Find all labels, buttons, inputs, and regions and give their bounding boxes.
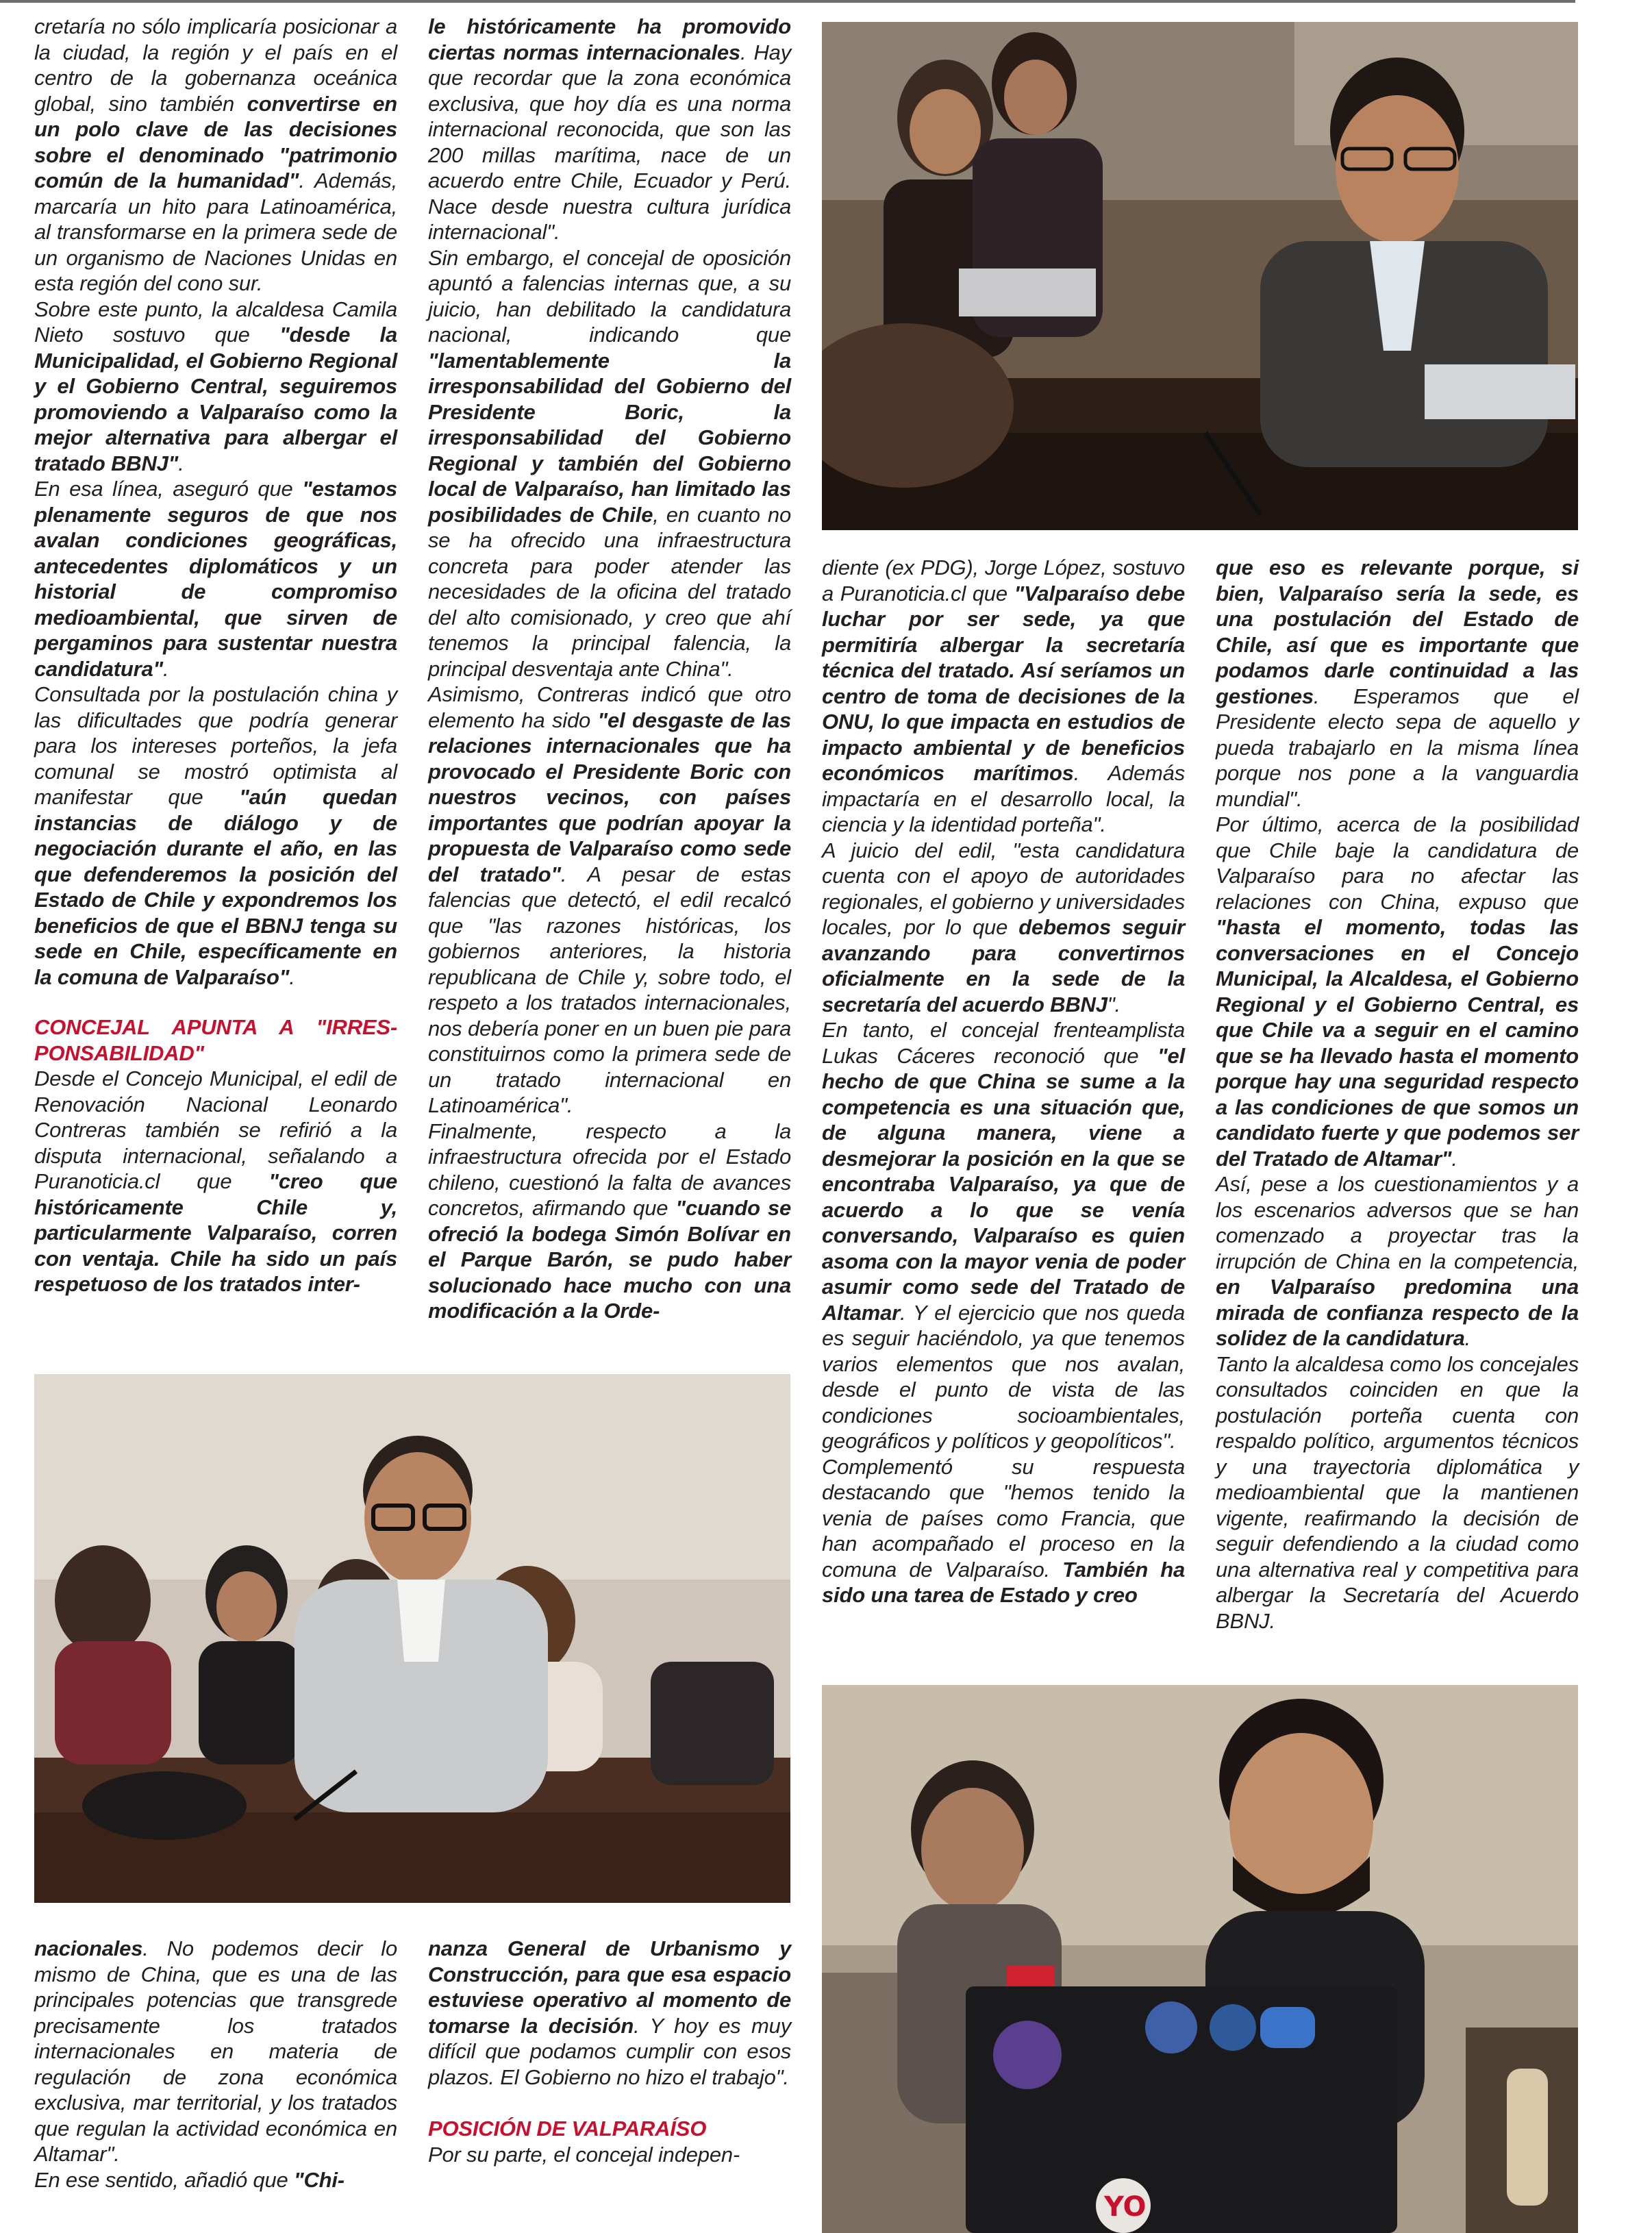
paragraph: Asimismo, Contreras indicó que otro elemento ha sido "el desgaste de las relaciones internacionales que ha provocado el Presidente Boric con nuestros vecinos, con países importantes que podrían apoyar la propuesta de Valparaíso como sede del tratado". A pesar de estas falencias que detectó, el edil recalcó que "las razones históricas, los gobiernos anteriores, la historia republicana de Chile y, sobre todo, el respeto a los tratados internacionales, nos debería poner en un buen pie para constituirnos como la primera sede de un tratado internacional en Latinoamérica". <box>428 682 792 1117</box>
paragraph: Sin embargo, el concejal de oposición apuntó a falencias internas que, a su juicio, han debilitado la candidatura nacional, indicando que "lamentablemente la irresponsabilidad del Gobierno del Presidente Boric, la irresponsabilidad del Gobierno Regional y también del Gobierno local de Valparaíso, han limitado las posibilidades de Chile, en cuanto no se ha ofrecido una infraestructura concreta para poder atender las necesidades de la oficina del tratado del alto comisionado, y creo que ahí tenemos la principal falencia, la principal desventaja ante China". <box>428 245 791 681</box>
laptop-sticker-text: YO <box>1104 2191 1147 2223</box>
section-heading-posicion: POSICIÓN DE VALPARAÍSO <box>428 2117 707 2141</box>
paragraph: Sobre este punto, la alcaldesa Camila Nieto sostuvo que "desde la Municipalidad, el Gobierno Regional y el Gobierno Central, seguiremos promoviendo a Valparaíso como la mejor alternativa para albergar el tratado BBNJ". <box>34 297 397 475</box>
paragraph: Por su parte, el concejal indepen- <box>428 2142 740 2167</box>
paragraph: que eso es relevante porque, si bien, Valparaíso sería la sede, es una postulación del Estado de Chile, así que es importante que podamos darle continuidad a las gestiones. Esperamos que el Presidente electo sepa de aquello y pueda trabajarlo en la misma línea porque nos pone a la vanguardia mundial". <box>1216 556 1579 811</box>
paragraph: A juicio del edil, "esta candidatura cuenta con el apoyo de autoridades regionales, el gobierno y universidades locales, por lo que debemos seguir avanzando para convertirnos oficialmente en la sede de la secretaría del acuerdo BBNJ". <box>822 838 1186 1016</box>
column-2-text <box>428 14 791 1324</box>
photo-illustration <box>822 1685 1578 2233</box>
top-rule <box>0 0 1575 3</box>
paragraph: En ese sentido, añadió que "Chi- <box>34 2167 345 2192</box>
column-3-text <box>822 555 1185 1608</box>
paragraph: Así, pese a los cuestionamientos y a los escenarios adversos que se han comenzado a proyectar tras la irrupción de China en la competencia, en Valparaíso predomina una mirada de confianza respecto de la solidez de la candidatura. <box>1216 1172 1579 1350</box>
paragraph: Tanto la alcaldesa como los concejales consultados coinciden en que la postulación porteña cuenta con respaldo político, argumentos técnicos y una trayectoria diplomática y medioambiental que la mantienen vigente, reafirmando la decisión de seguir defendiendo a la ciudad como una alternativa real y competitiva para albergar la Secretaría del Acuerdo BBNJ. <box>1216 1351 1579 1633</box>
paragraph: le históricamente ha promovido ciertas normas internacionales. Hay que recordar que la zona económica exclusiva, que hoy día es una norma internacional reconocida, que son las 200 millas marítima, nace de un acuerdo entre Chile, Ecuador y Perú. Nace desde nuestra cultura jurídica internacional". <box>428 14 791 244</box>
photo-council-member-laptop <box>822 1685 1578 2233</box>
paragraph: En esa línea, aseguró que "estamos plenamente seguros de que nos avalan condiciones geográficas, antecedentes diplomáticos y un historial de compromiso medioambiental, que sirven de pergaminos para sustentar nuestra candidatura". <box>34 477 397 681</box>
paragraph: En tanto, el concejal frenteamplista Lukas Cáceres reconoció que "el hecho de que China se sume a la competencia es una situación que, de alguna manera, viene a desmejorar la posición en la que se encontraba Valparaíso, ya que de acuerdo a lo que se venía conversando, Valparaíso es quien asoma con la mayor venia de poder asumir como sede del Tratado de Altamar. Y el ejercicio que nos queda es seguir haciéndolo, ya que tenemos varios elementos que nos avalan, desde el punto de vista de las condiciones socioambientales, geográficos y políticos y geopolíticos". <box>822 1018 1185 1453</box>
column-5-text <box>34 1936 397 2193</box>
photo-council-member-top <box>822 22 1578 530</box>
photo-illustration <box>34 1374 790 1903</box>
paragraph: Consultada por la postulación china y las dificultades que podría generar para los intereses porteños, la jefa comunal se mostró optimista al manifestar que "aún quedan instancias de diálogo y de negociación durante el año, en las que defenderemos la posición del Estado de Chile y expondremos los beneficios de que el BBNJ tenga su sede en Chile, específicamente en la comuna de Valparaíso". <box>34 682 398 989</box>
paragraph: Finalmente, respecto a la infraestructura ofrecida por el Estado chileno, cuestionó la falta de avances concretos, afirmando que "cuando se ofreció la bodega Simón Bolívar en el Parque Barón, se pudo haber solucionado hace mucho con una modificación a la Orde- <box>428 1119 791 1323</box>
paragraph: Desde el Concejo Municipal, el edil de Renovación Nacional Leonardo Contreras también se refirió a la disputa internacional, señalando a Puranoticia.cl que "creo que históricamente Chile y, particularmente Valparaíso, corren con ventaja. Chile ha sido un país respetuoso de los tratados inter- <box>34 1066 397 1296</box>
column-4-text <box>1216 555 1579 1634</box>
paragraph: cretaría no sólo implicaría posicionar a la ciudad, la región y el país en el centro de la gobernanza oceánica global, sino también convertirse en un polo clave de las decisiones sobre el denominado "patrimonio común de la humanidad". Además, marcaría un hito para Latinoamérica, al transformarse en la primera sede de un organismo de Naciones Unidas en esta región del cono sur. <box>34 14 397 295</box>
paragraph: Por último, acerca de la posibilidad que Chile baje la candidatura de Valparaíso para no afectar las relaciones con China, expuso que "hasta el momento, todas las conversaciones en el Concejo Municipal, la Alcaldesa, el Gobierno Regional y el Gobierno Central, es que Chile va a seguir en el camino que se ha llevado hasta el momento porque hay una seguridad respecto a las condiciones de que somos un candidato fuerte y que podemos ser del Tratado de Altamar". <box>1216 812 1579 1171</box>
section-heading-concejal: CONCEJAL APUNTA A "IRRES-PONSABILIDAD" <box>34 1015 397 1065</box>
photo-council-member-contreras <box>34 1374 790 1903</box>
column-6-text <box>428 1936 791 2167</box>
paragraph: nanza General de Urbanismo y Construcción, para que esa espacio estuviese operativo al momento de tomarse la decisión. Y hoy es muy difícil que podamos cumplir con esos plazos. El Gobierno no hizo el trabajo". <box>428 1936 791 2089</box>
photo-illustration <box>822 22 1578 530</box>
column-1-text <box>34 14 397 1297</box>
paragraph: Complementó su respuesta destacando que "hemos tenido la venia de países como Francia, que han acompañado el proceso en la comuna de Valparaíso. También ha sido una tarea de Estado y creo <box>822 1454 1186 1607</box>
paragraph: nacionales. No podemos decir lo mismo de China, que es una de las principales potencias que transgrede precisamente los tratados internacionales en materia de regulación de zona económica exclusiva, mar territorial, y los tratados que regulan la actividad económica en Altamar". <box>34 1936 397 2166</box>
paragraph: diente (ex PDG), Jorge López, sostuvo a Puranoticia.cl que "Valparaíso debe luchar por ser sede, ya que permitiría albergar la secretaría técnica del tratado. Así seríamos un centro de toma de decisiones de la ONU, lo que impacta en estudios de impacto ambiental y de beneficios económicos marítimos. Además impactaría en el desarrollo local, la ciencia y la identidad porteña". <box>822 556 1186 836</box>
